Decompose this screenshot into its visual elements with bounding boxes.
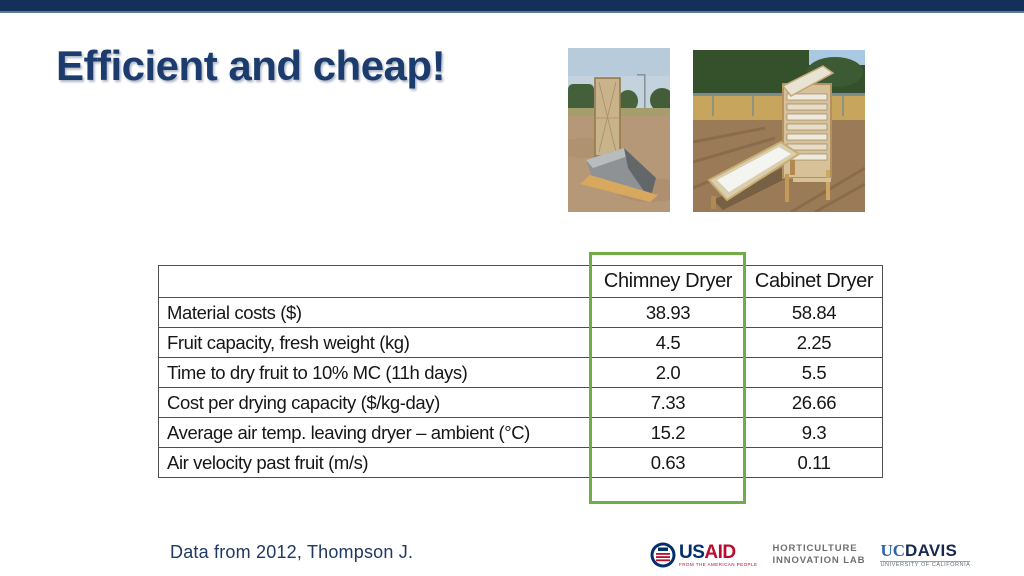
cabinet-dryer-photo [693, 50, 865, 212]
ucdavis-wordmark-uc: UC [880, 540, 905, 560]
usaid-seal-icon [650, 542, 676, 568]
hil-line2: INNOVATION LAB [772, 555, 866, 566]
footer-logos [650, 537, 990, 573]
usaid-logo [650, 542, 757, 568]
value-cell: 4.5 [591, 328, 746, 358]
column-header-chimney-dryer: Chimney Dryer [591, 266, 746, 298]
row-label-cell: Fruit capacity, fresh weight (kg) [159, 328, 591, 358]
value-cell: 9.3 [746, 418, 883, 448]
table-row [159, 448, 883, 478]
value-cell: 58.84 [746, 298, 883, 328]
ucdavis-wordmark-davis: DAVIS [905, 540, 958, 560]
top-accent-bar [0, 0, 1024, 11]
usaid-wordmark [679, 543, 757, 568]
usaid-wordmark-aid: AID [704, 541, 736, 563]
chimney-dryer-photo [568, 48, 670, 212]
value-cell: 7.33 [591, 388, 746, 418]
row-label-cell: Material costs ($) [159, 298, 591, 328]
row-label-cell: Air velocity past fruit (m/s) [159, 448, 591, 478]
table-row [159, 358, 883, 388]
row-label-cell: Average air temp. leaving dryer – ambient (°C) [159, 418, 591, 448]
horticulture-innovation-lab-logo [772, 543, 865, 567]
column-header-cabinet-dryer: Cabinet Dryer [746, 266, 883, 298]
row-label-cell: Cost per drying capacity ($/kg-day) [159, 388, 591, 418]
value-cell: 15.2 [591, 418, 746, 448]
value-cell: 2.0 [591, 358, 746, 388]
value-cell: 26.66 [746, 388, 883, 418]
value-cell: 2.25 [746, 328, 883, 358]
table-header-row [159, 266, 883, 298]
slide-title: Efficient and cheap! [56, 42, 446, 89]
data-attribution: Data from 2012, Thompson J. [170, 542, 414, 562]
cabinet-dryer-photo-image [693, 50, 865, 212]
table-row [159, 298, 883, 328]
top-accent-line [0, 11, 1024, 13]
usaid-wordmark-us: US [679, 541, 705, 563]
hil-line1: HORTICULTURE [772, 543, 858, 555]
dryer-comparison-table [158, 265, 883, 478]
value-cell: 38.93 [591, 298, 746, 328]
table-row [159, 388, 883, 418]
value-cell: 0.11 [746, 448, 883, 478]
usaid-tagline: FROM THE AMERICAN PEOPLE [679, 561, 758, 567]
value-cell: 0.63 [591, 448, 746, 478]
uc-davis-logo [880, 542, 970, 569]
table-row [159, 418, 883, 448]
value-cell: 5.5 [746, 358, 883, 388]
row-label-cell: Time to dry fruit to 10% MC (11h days) [159, 358, 591, 388]
ucdavis-tagline: UNIVERSITY OF CALIFORNIA [880, 561, 971, 568]
table-row [159, 328, 883, 358]
chimney-dryer-photo-image [568, 48, 670, 212]
empty-header-cell [159, 266, 591, 298]
